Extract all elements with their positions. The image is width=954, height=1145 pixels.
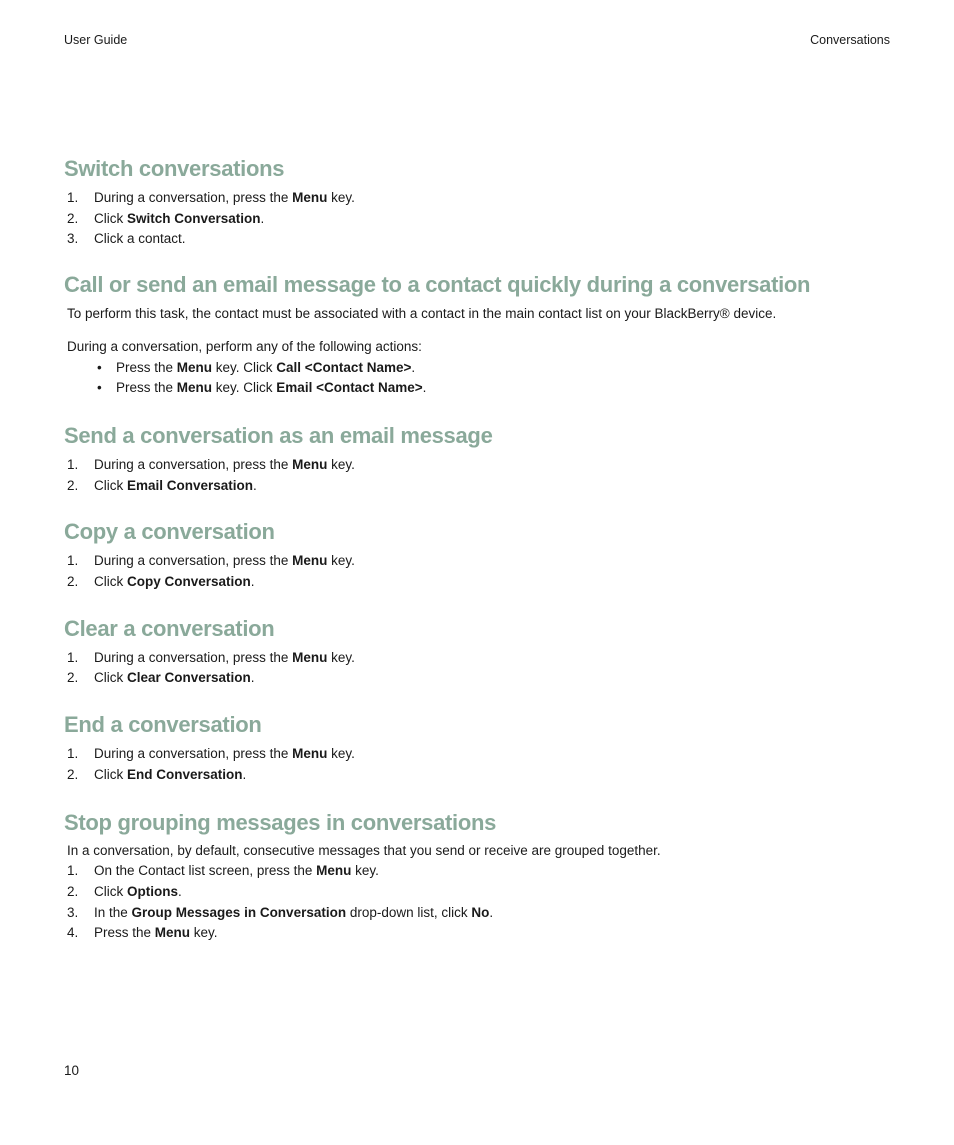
section-stop-grouping-messages xyxy=(64,808,894,945)
section-heading: Copy a conversation xyxy=(64,519,275,545)
step-item: 1. During a conversation, press the Menu key. xyxy=(67,456,355,472)
step-item: 2. Click Copy Conversation. xyxy=(67,574,255,590)
step-item: 4. Press the Menu key. xyxy=(67,925,218,941)
step-list xyxy=(64,861,894,944)
section-lead: During a conversation, perform any of the following actions: xyxy=(67,338,422,354)
step-item: 1. During a conversation, press the Menu key. xyxy=(67,190,355,205)
section-heading: Clear a conversation xyxy=(64,615,275,641)
step-list xyxy=(64,744,894,785)
section-heading: End a conversation xyxy=(64,712,262,738)
section-heading: Send a conversation as an email message xyxy=(64,422,493,448)
section-heading: Stop grouping messages in conversations xyxy=(64,809,497,835)
section-send-conversation-email xyxy=(64,421,894,496)
step-item: 1. During a conversation, press the Menu key. xyxy=(67,746,355,762)
section-intro: In a conversation, by default, consecutive messages that you send or receive are grouped together. xyxy=(67,842,661,858)
header-document-title: User Guide xyxy=(64,33,128,47)
bullet-item: • Press the Menu key. Click Email <Contact Name>. xyxy=(97,380,427,396)
header-chapter-title: Conversations xyxy=(810,33,890,47)
step-item: 2. Click End Conversation. xyxy=(67,766,247,782)
step-list xyxy=(64,188,894,250)
section-end-conversation xyxy=(64,710,894,785)
section-intro: To perform this task, the contact must be associated with a contact in the main contact list on your BlackBerry® device. xyxy=(67,306,777,322)
step-item: 2. Click Options. xyxy=(67,883,182,899)
page-number: 10 xyxy=(64,1063,80,1078)
bullet-list xyxy=(64,358,894,399)
step-list xyxy=(64,648,894,689)
step-item: 2. Click Email Conversation. xyxy=(67,477,257,493)
section-heading: Call or send an email message to a contact quickly during a conversation xyxy=(64,272,811,298)
step-item: 1. During a conversation, press the Menu key. xyxy=(67,553,355,569)
step-item: 2. Click Clear Conversation. xyxy=(67,670,255,686)
page-header xyxy=(64,33,890,49)
document-body xyxy=(64,154,894,944)
bullet-item: • Press the Menu key. Click Call <Contact Name>. xyxy=(97,359,416,375)
section-switch-conversations xyxy=(64,154,894,250)
step-item: 2. Click Switch Conversation. xyxy=(67,210,265,226)
step-item: 1. During a conversation, press the Menu key. xyxy=(67,649,355,665)
section-clear-conversation xyxy=(64,614,894,689)
step-item: 3. In the Group Messages in Conversation drop-down list, click No. xyxy=(67,904,494,920)
step-list xyxy=(64,455,894,496)
step-item: 3. Click a contact. xyxy=(67,231,186,247)
step-item: 1. On the Contact list screen, press the Menu key. xyxy=(67,863,379,879)
section-call-or-email-contact xyxy=(64,270,894,399)
step-list xyxy=(64,551,894,592)
section-heading: Switch conversations xyxy=(64,156,285,181)
section-copy-conversation xyxy=(64,517,894,592)
